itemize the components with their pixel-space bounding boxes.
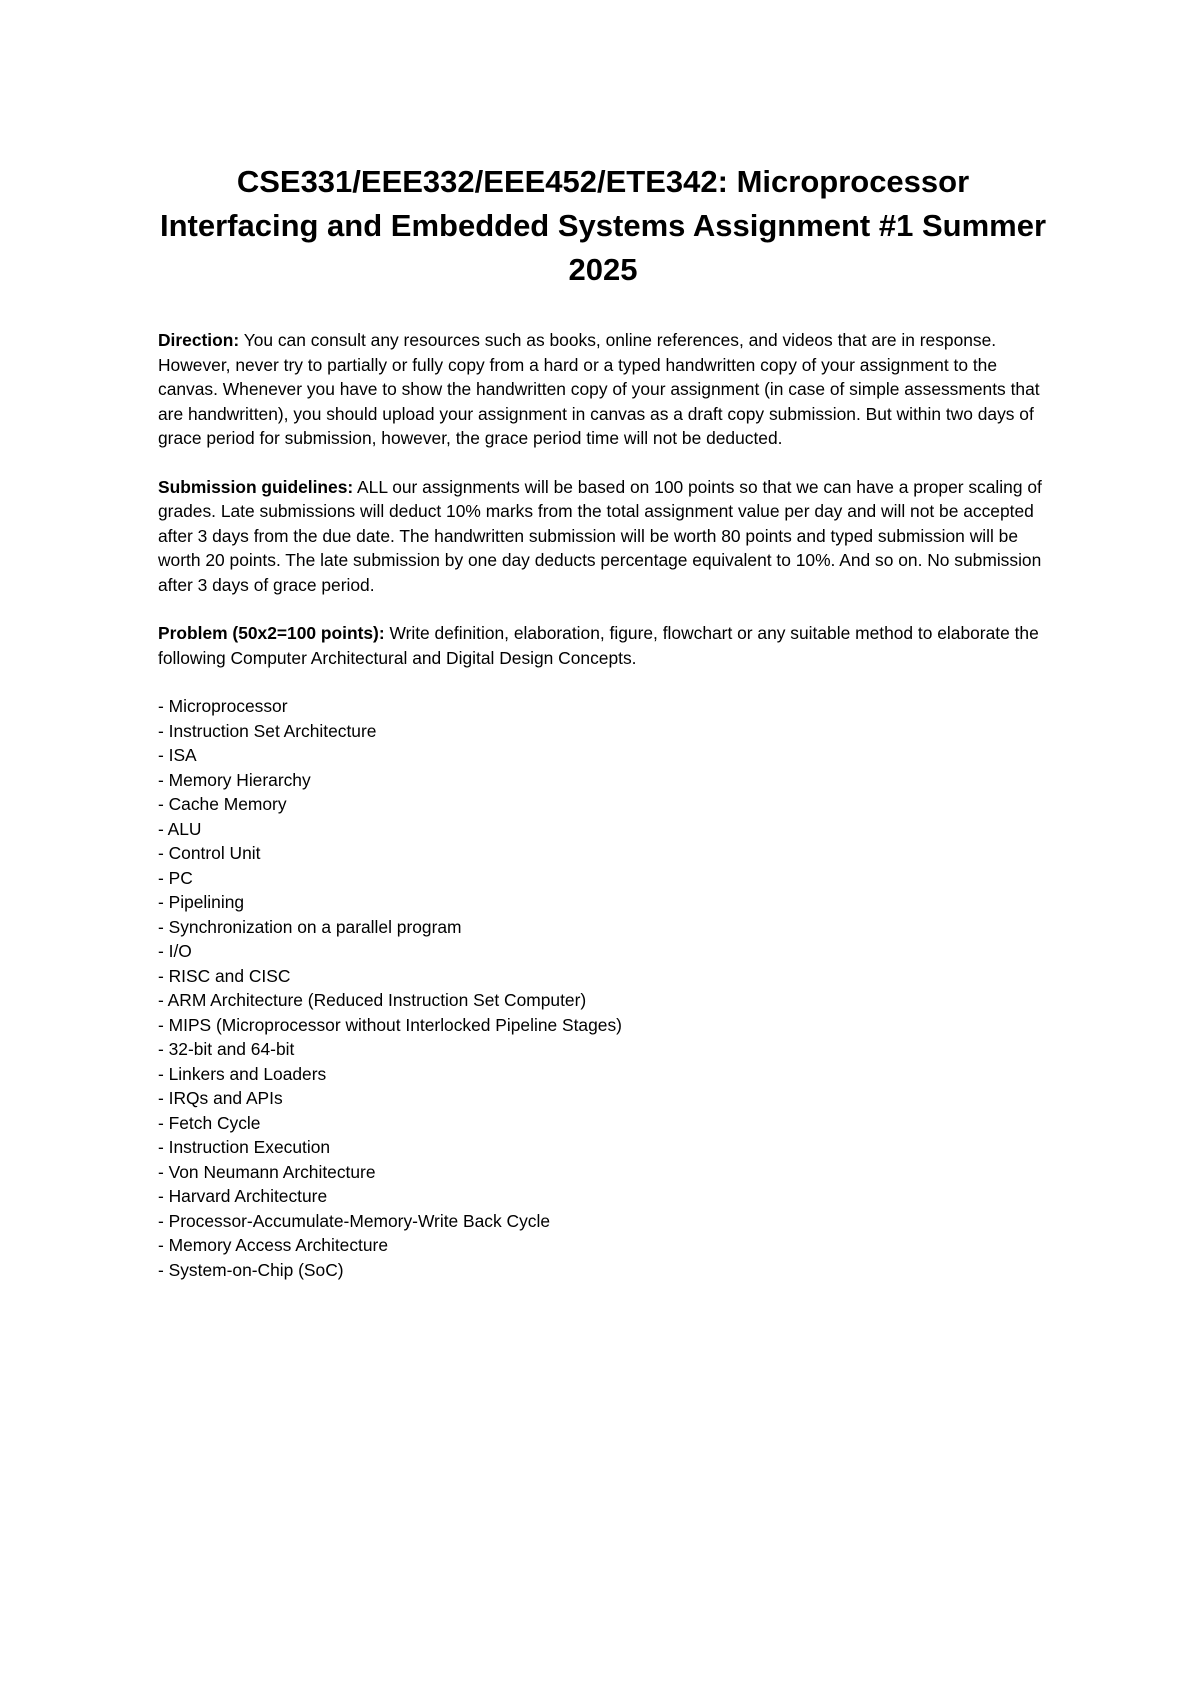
- list-item: - PC: [158, 867, 193, 888]
- problem-label: Problem (50x2=100 points):: [158, 623, 385, 643]
- list-item: - 32-bit and 64-bit: [158, 1039, 295, 1059]
- list-item: - Fetch Cycle: [158, 1112, 261, 1133]
- list-item: - MIPS (Microprocessor without Interlocked Pipeline Stages): [158, 1014, 622, 1035]
- list-item: - Von Neumann Architecture: [158, 1161, 376, 1182]
- list-item: - Instruction Set Architecture: [158, 720, 377, 741]
- list-item: - ISA: [158, 745, 197, 765]
- list-item: - ALU: [158, 818, 202, 839]
- document-page: [158, 160, 1048, 1282]
- list-item: - Instruction Execution: [158, 1137, 331, 1157]
- list-item: - Processor-Accumulate-Memory-Write Back Cycle: [158, 1210, 551, 1231]
- list-item: - System-on-Chip (SoC): [158, 1259, 344, 1280]
- list-item: - Pipelining: [158, 892, 245, 912]
- list-item: - ARM Architecture (Reduced Instruction Set Computer): [158, 990, 587, 1010]
- list-item: - Memory Access Architecture: [158, 1235, 389, 1255]
- problem-paragraph: [158, 621, 1048, 670]
- page-title: CSE331/EEE332/EEE452/ETE342: Microprocessor Interfacing and Embedded Systems Assignment #1 Summer 2025: [159, 164, 1047, 287]
- list-item: - Memory Hierarchy: [158, 769, 311, 790]
- direction-label: Direction:: [158, 330, 240, 350]
- list-item: - Harvard Architecture: [158, 1186, 328, 1206]
- topic-list: [158, 694, 1048, 1282]
- submission-guidelines-text: ALL our assignments will be based on 100 points so that we can have a proper scaling of grades. Late submissions will deduct 10% marks from the total assignment value per day and will not be accepted after 3 days from the due date. The handwritten submission will be worth 80 points and typed submission will be worth 20 points. The late submission by one day deducts percentage equivalent to 10%. And so on. No submission after 3 days of grace period.: [158, 476, 1042, 595]
- submission-guidelines-paragraph: [158, 475, 1048, 598]
- submission-guidelines-label: Submission guidelines:: [158, 476, 354, 497]
- list-item: - IRQs and APIs: [158, 1088, 283, 1108]
- problem-text: Write definition, elaboration, figure, flowchart or any suitable method to elaborate the following Computer Architectural and Digital Design Concepts.: [158, 623, 1039, 668]
- direction-paragraph: [158, 328, 1048, 451]
- direction-text: You can consult any resources such as books, online references, and videos that are in response. However, never try to partially or fully copy from a hard or a typed handwritten copy of your assignment to the canvas. Whenever you have to show the handwritten copy of your assignment (in case of simple assessments that are handwritten), you should upload your assignment in canvas as a draft copy submission. But within two days of grace period for submission, however, the grace period time will not be deducted.: [158, 330, 1040, 448]
- list-item: - Cache Memory: [158, 794, 287, 814]
- list-item: - I/O: [158, 941, 192, 961]
- list-item: - Synchronization on a parallel program: [158, 916, 462, 937]
- list-item: - Control Unit: [158, 843, 261, 863]
- list-item: - RISC and CISC: [158, 965, 291, 986]
- list-item: - Linkers and Loaders: [158, 1063, 327, 1084]
- list-item: - Microprocessor: [158, 696, 288, 716]
